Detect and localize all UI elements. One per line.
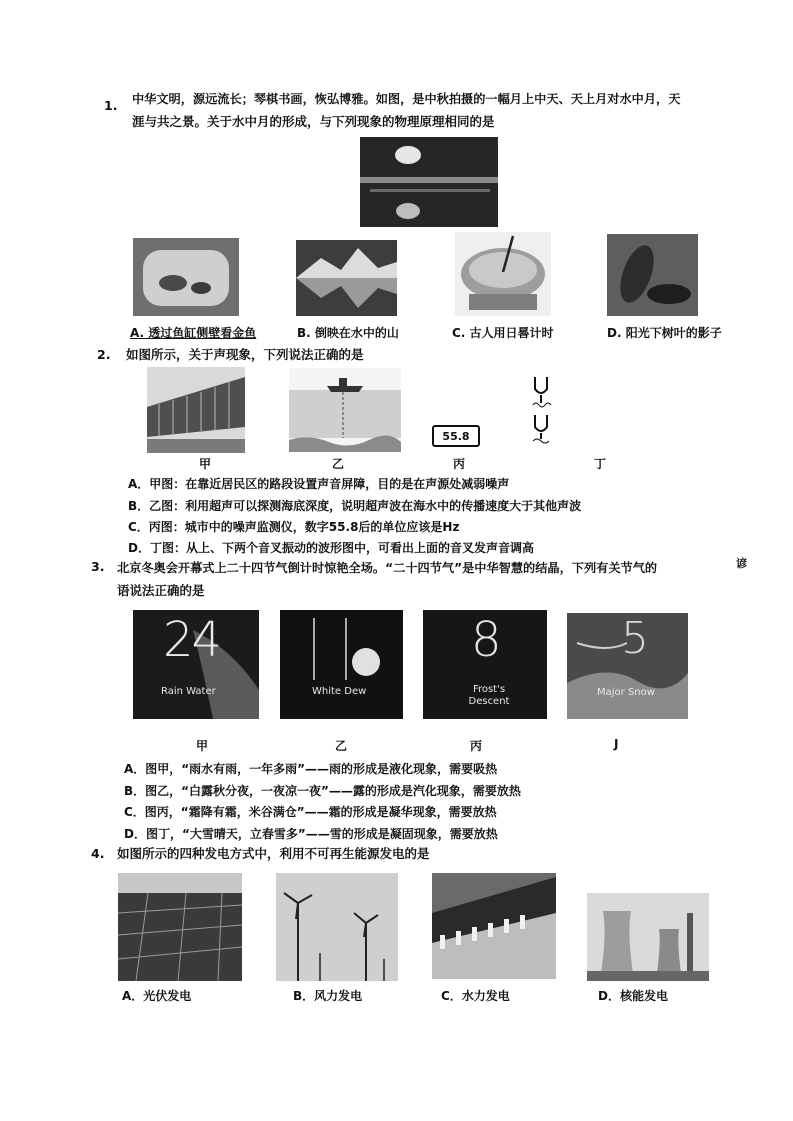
- q2-label-bing: 丙: [453, 457, 466, 471]
- q1-option-c: C. 古人用日晷计时: [452, 326, 554, 340]
- q3-option-a: A．图甲，“雨水有雨，一年多雨”——雨的形成是液化现象，需要吸热: [124, 762, 498, 776]
- hydropower-dam-photo: [432, 873, 556, 979]
- q3-stem-line1-tail: 谚: [736, 557, 747, 570]
- sundial-photo: [455, 232, 551, 316]
- q4-option-b: B．风力发电: [293, 989, 363, 1003]
- q3-label-jia: 甲: [196, 739, 209, 753]
- q3-number: 3.: [91, 559, 105, 574]
- q3-stem-line2: 语说法正确的是: [117, 583, 205, 598]
- q4-stem: 如图所示的四种发电方式中，利用不可再生能源发电的是: [117, 846, 430, 861]
- major-snow-caption: Major Snow: [597, 687, 655, 698]
- q1-option-a: A. 透过鱼缸侧壁看金鱼: [130, 326, 257, 340]
- q1-number: 1.: [104, 98, 118, 113]
- q3-label-ding: J: [614, 737, 619, 751]
- solar-term-panel-white-dew: [280, 610, 403, 719]
- q2-label-yi: 乙: [332, 457, 345, 471]
- noise-meter-value: 55.8: [442, 429, 470, 443]
- solar-term-panel-rain-water: [133, 610, 259, 719]
- q2-option-d: D．丁图：从上、下两个音叉振动的波形图中，可看出上面的音叉发声音调高: [128, 541, 534, 555]
- q1-option-b: B. 倒映在水中的山: [297, 326, 399, 340]
- q3-label-yi: 乙: [335, 739, 348, 753]
- solar-panel-photo: [118, 873, 242, 981]
- q3-stem-line1: 北京冬奥会开幕式上二十四节气倒计时惊艳全场。“二十四节气”是中华智慧的结晶，下列有关节气的: [117, 561, 658, 575]
- q4-option-a: A．光伏发电: [122, 989, 192, 1003]
- goldfish-tank-photo: [133, 238, 239, 316]
- q2-label-ding: 丁: [594, 457, 607, 471]
- q3-label-bing: 丙: [470, 739, 483, 753]
- nuclear-plant-photo: [587, 893, 709, 981]
- q4-option-c: C．水力发电: [441, 989, 510, 1003]
- q2-number: 2.: [97, 347, 111, 362]
- q1-stem-line2: 涯与共之景。关于水中月的形成，与下列现象的物理原理相同的是: [132, 114, 495, 129]
- frosts-descent-caption: Frost's Descent: [468, 684, 510, 707]
- q4-number: 4.: [91, 846, 105, 861]
- q4-option-d: D．核能发电: [598, 989, 668, 1003]
- q2-label-jia: 甲: [199, 457, 212, 471]
- noise-meter: [432, 425, 480, 447]
- wind-turbine-photo: [276, 873, 398, 981]
- mountain-reflection-photo: [296, 240, 397, 316]
- rain-water-caption: Rain Water: [161, 686, 216, 697]
- tuning-fork-waveforms: [530, 375, 552, 445]
- frosts-descent-number: 8: [471, 612, 502, 668]
- moon-reflection-photo: [360, 137, 498, 227]
- q3-option-d: D．图丁，“大雪晴天，立春雪多”——雪的形成是凝固现象，需要放热: [124, 827, 498, 841]
- rain-water-number: 24: [163, 612, 221, 668]
- q3-option-b: B．图乙，“白露秋分夜，一夜凉一夜”——露的形成是汽化现象，需要放热: [124, 784, 521, 798]
- solar-term-panel-major-snow: [567, 613, 688, 719]
- noise-barrier-photo: [147, 367, 245, 453]
- q2-option-a: A．甲图：在靠近居民区的路段设置声音屏障，目的是在声源处减弱噪声: [128, 477, 510, 491]
- q2-option-b: B．乙图：利用超声可以探测海底深度，说明超声波在海水中的传播速度大于其他声波: [128, 499, 582, 513]
- q2-stem: 如图所示，关于声现象，下列说法正确的是: [126, 347, 364, 362]
- q1-option-d: D. 阳光下树叶的影子: [607, 326, 722, 340]
- q1-stem-line1: 中华文明，源远流长；琴棋书画，恢弘博雅。如图，是中秋拍摄的一幅月上中天、天上月对水中月，天: [132, 92, 681, 106]
- sonar-ship-diagram: [289, 368, 401, 452]
- solar-term-panel-frosts-descent: [423, 610, 547, 719]
- white-dew-caption: White Dew: [312, 686, 367, 697]
- q3-option-c: C．图丙，“霜降有霜，米谷满仓”——霜的形成是凝华现象，需要放热: [124, 805, 497, 819]
- major-snow-number: 5: [621, 613, 649, 664]
- q2-option-c: C．丙图：城市中的噪声监测仪，数字55.8后的单位应该是Hz: [128, 520, 460, 534]
- leaf-shadow-photo: [607, 234, 698, 316]
